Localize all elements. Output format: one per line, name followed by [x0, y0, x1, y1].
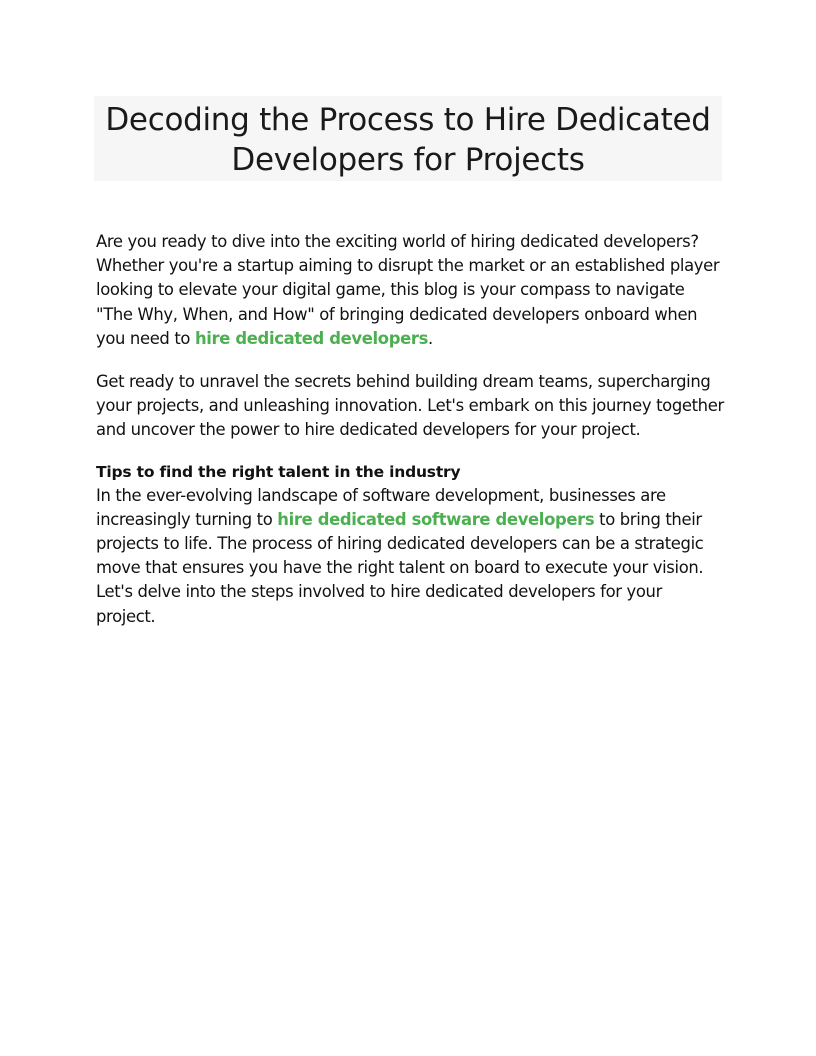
title-banner — [94, 96, 722, 181]
section-text-end: to bring their projects to life. The process of hiring dedicated developers can be a strategic move that ensures you have the right talent on board to execute your vision. Let's delve into the steps involved to hire dedicated developers for your project. — [96, 509, 704, 626]
second-paragraph: Get ready to unravel the secrets behind building dream teams, supercharging your projects, and unleashing innovation. Let's embark on this journey together and uncover the power to hire dedicated developers for your project. — [96, 372, 724, 440]
section-text: In the ever-evolving landscape of software development, businesses are increasingly turning to — [96, 485, 666, 529]
intro-text: Are you ready to dive into the exciting world of hiring dedicated developers? Whether you're a startup aiming to disrupt the market or an established player looking to elevate your digital game, this blog is your compass to navigate "The Why, When, and How" of bringing dedicated developers onboard when you need to — [96, 232, 720, 348]
page-title — [94, 100, 722, 180]
intro-paragraph — [96, 230, 726, 351]
article-body — [96, 230, 726, 629]
hire-software-developers-link[interactable]: hire dedicated software developers — [277, 509, 595, 529]
section-paragraph — [96, 484, 726, 629]
title-line-2: Developers for Projects — [231, 142, 585, 178]
section-heading: Tips to find the right talent in the industry — [96, 462, 461, 481]
hire-dedicated-developers-link[interactable]: hire dedicated developers — [194, 328, 428, 348]
title-line-1: Decoding the Process to Hire Dedicated — [105, 102, 711, 138]
intro-text-end: . — [428, 328, 433, 348]
